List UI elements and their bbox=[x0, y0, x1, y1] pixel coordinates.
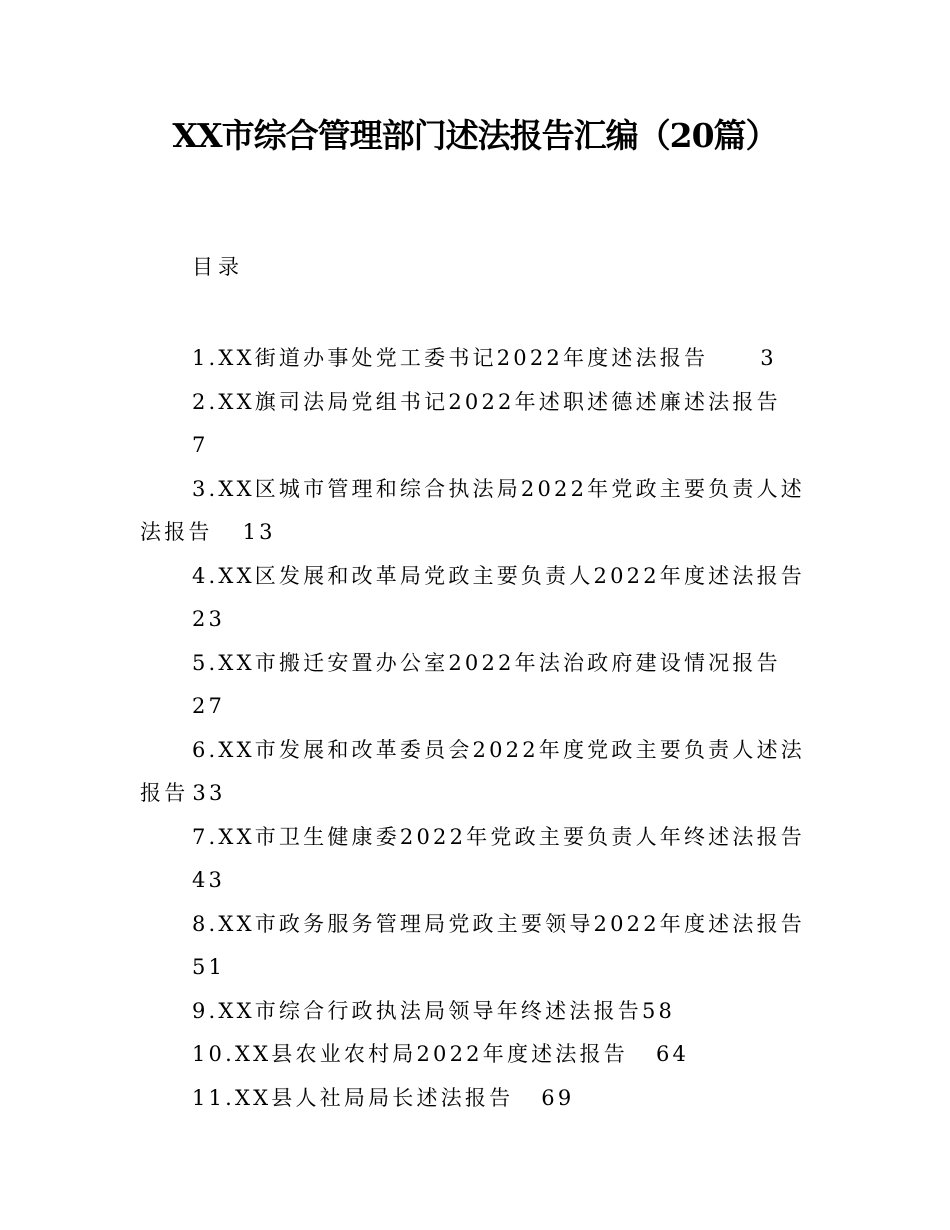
toc-entry-title: 11.XX县人社局局长述法报告 bbox=[192, 1085, 514, 1110]
toc-entry[interactable] bbox=[140, 903, 810, 990]
toc-entry-title: 6.XX市发展和改革委员会2022年度党政主要负责人述法报告 bbox=[140, 737, 805, 805]
toc-entry[interactable] bbox=[140, 816, 810, 903]
toc-entry-page: 3 bbox=[760, 346, 777, 370]
toc-entry-page: 27 bbox=[192, 694, 226, 718]
toc-entry-title: 10.XX县农业农村局2022年度述法报告 bbox=[192, 1042, 628, 1066]
toc-entry[interactable] bbox=[140, 990, 810, 1034]
toc-entry-title: 9.XX市综合行政执法局领导年终述法报告 bbox=[192, 998, 642, 1023]
toc-entry[interactable] bbox=[140, 729, 810, 816]
toc-entry[interactable] bbox=[140, 468, 810, 555]
toc-entry-title: 8.XX市政务服务管理局党政主要领导2022年度述法报告 bbox=[192, 911, 805, 936]
toc-entry[interactable] bbox=[140, 642, 810, 729]
toc-entry[interactable] bbox=[140, 381, 810, 468]
table-of-contents bbox=[140, 337, 810, 1120]
document-title: XX市综合管理部门述法报告汇编（20篇） bbox=[172, 116, 778, 155]
toc-entry-title: 7.XX市卫生健康委2022年党政主要负责人年终述法报告 bbox=[192, 824, 805, 849]
toc-entry-page: 7 bbox=[192, 433, 209, 457]
toc-entry-page: 64 bbox=[655, 1042, 690, 1066]
toc-entry-page: 51 bbox=[192, 955, 226, 979]
toc-entry-title: 3.XX区城市管理和综合执法局2022年党政主要负责人述法报告 bbox=[140, 476, 805, 544]
toc-entry-title: 5.XX市搬迁安置办公室2022年法治政府建设情况报告 bbox=[192, 650, 781, 675]
toc-entry-page: 13 bbox=[242, 520, 276, 544]
toc-entry-page: 43 bbox=[192, 868, 226, 892]
toc-heading: 目录 bbox=[192, 255, 244, 279]
toc-entry-title: 2.XX旗司法局党组书记2022年述职述德述廉述法报告 bbox=[192, 389, 781, 414]
toc-entry[interactable] bbox=[140, 1033, 810, 1077]
toc-entry-page: 23 bbox=[192, 607, 226, 631]
toc-entry-title: 1.XX街道办事处党工委书记2022年度述法报告 bbox=[192, 346, 709, 370]
toc-entry[interactable] bbox=[140, 337, 810, 381]
toc-entry-title: 4.XX区发展和改革局党政主要负责人2022年度述法报告 bbox=[192, 563, 805, 588]
toc-entry-page: 69 bbox=[541, 1085, 575, 1110]
toc-entry[interactable] bbox=[140, 555, 810, 642]
toc-entry-page: 33 bbox=[192, 781, 226, 805]
toc-entry[interactable] bbox=[140, 1077, 810, 1121]
toc-entry-page: 58 bbox=[641, 998, 676, 1023]
